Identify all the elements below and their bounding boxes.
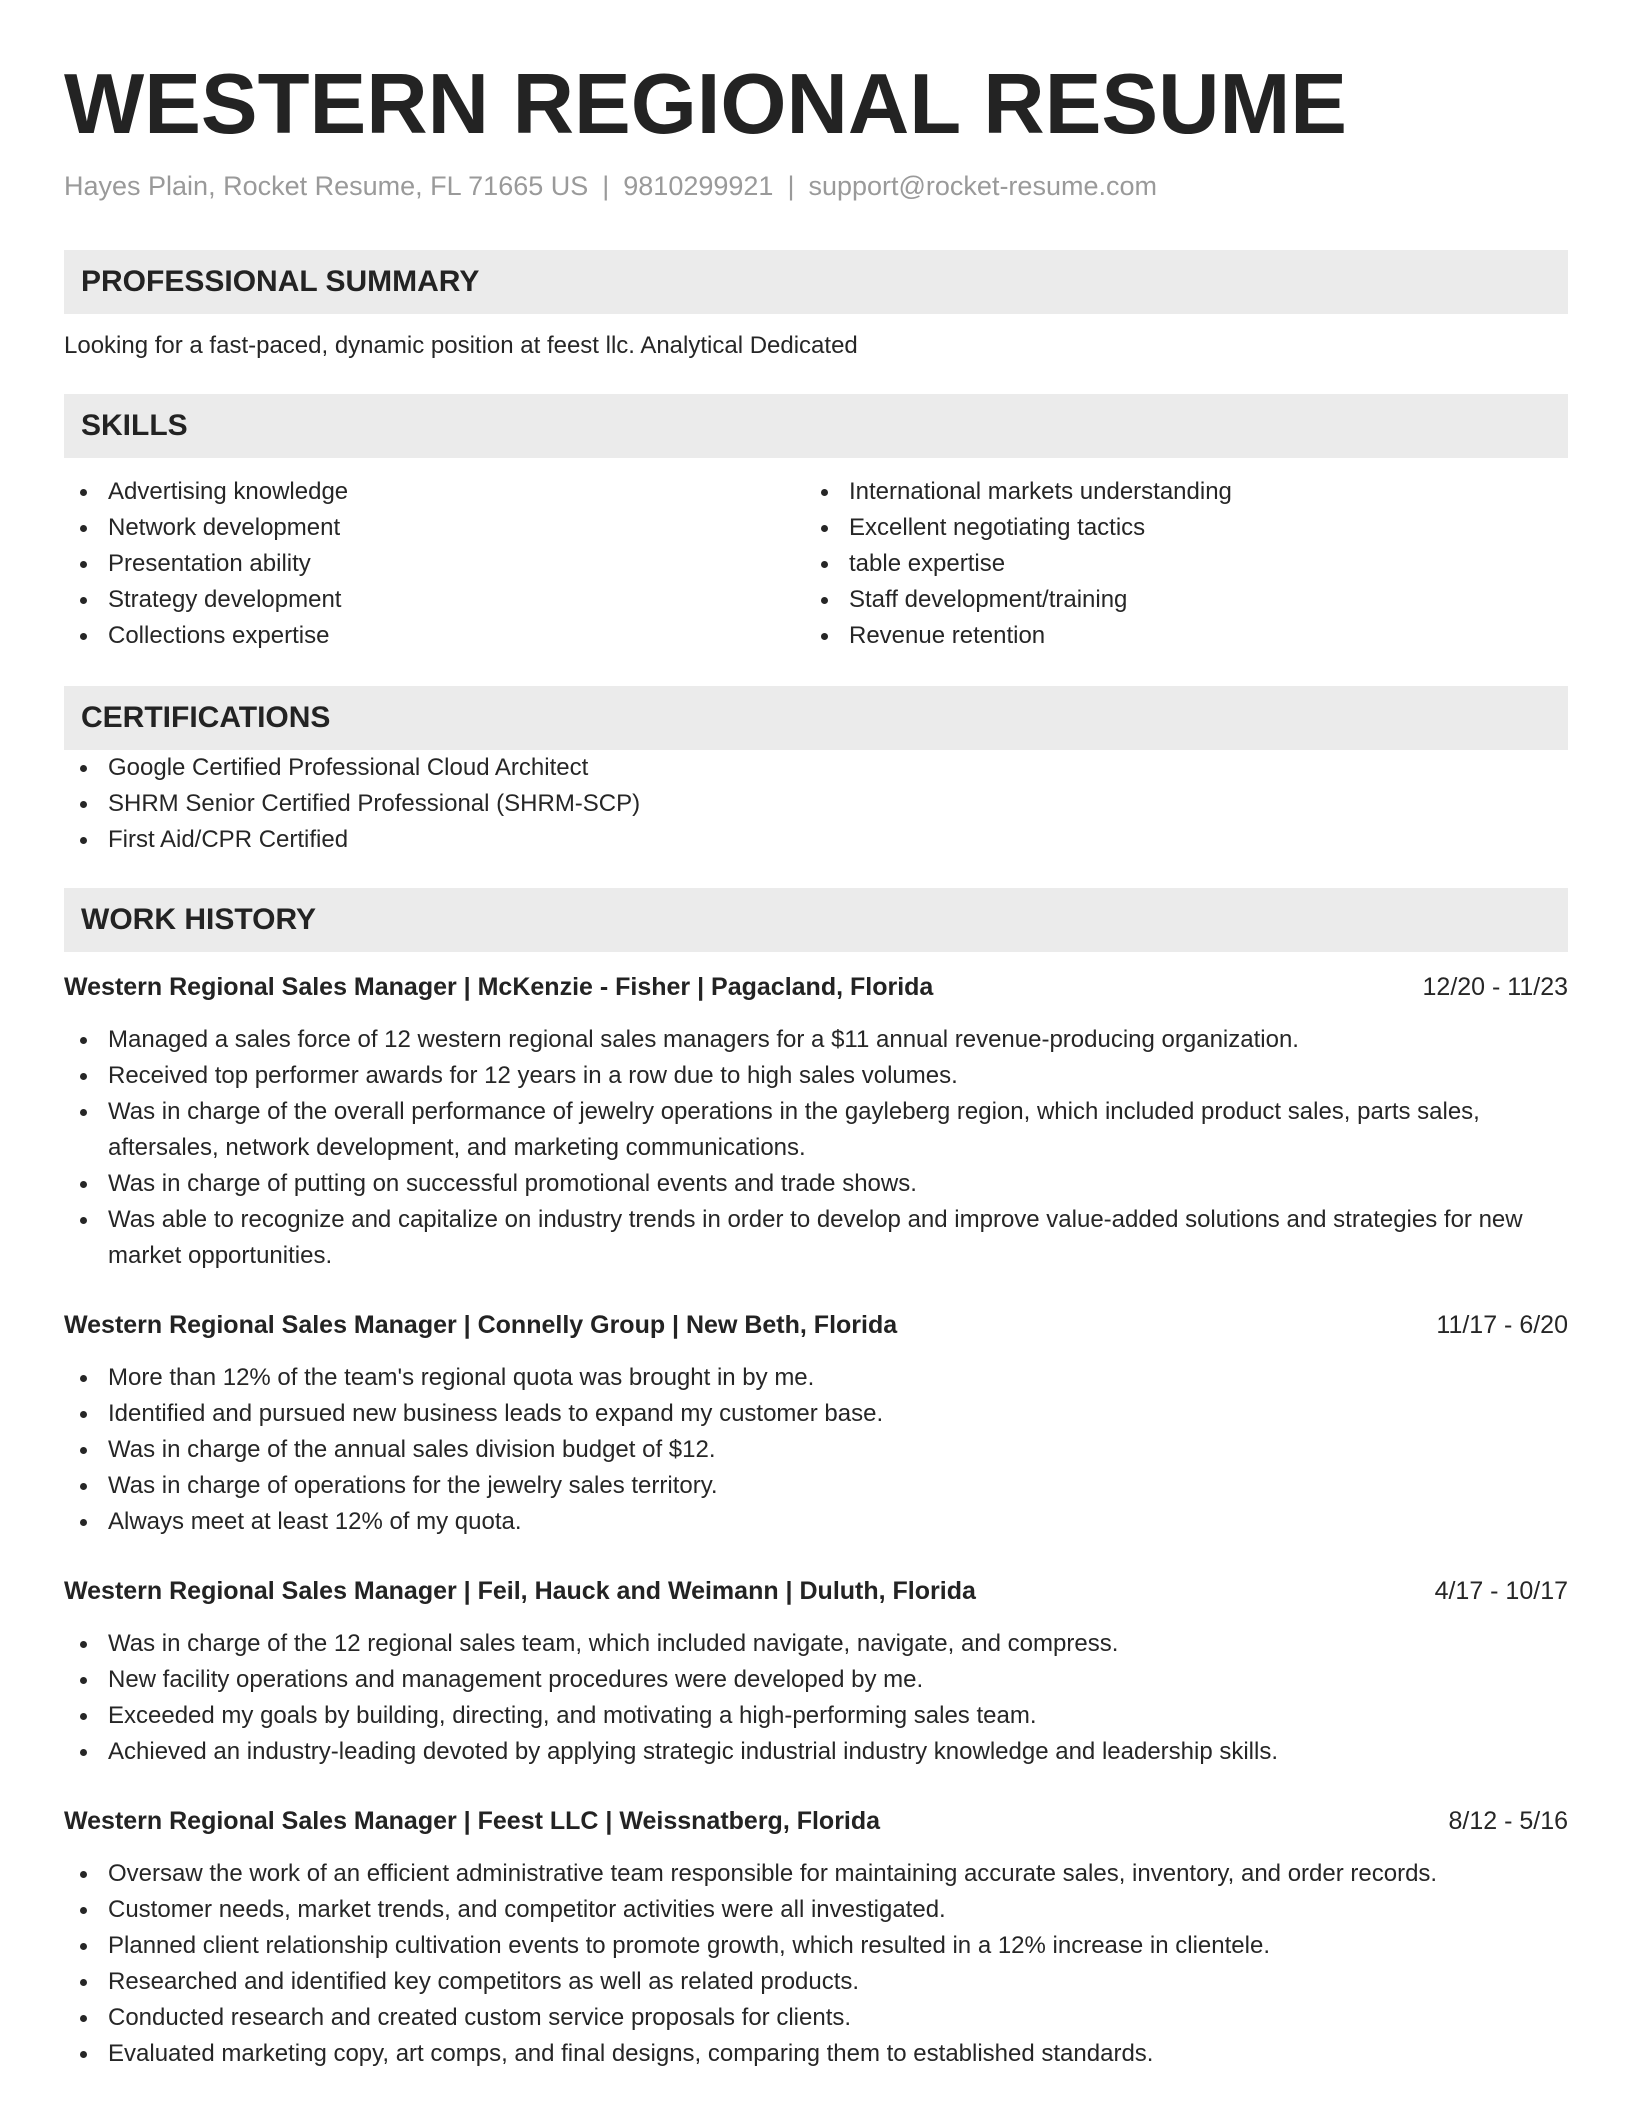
job-title: Western Regional Sales Manager | Connelly Group | New Beth, Florida xyxy=(64,1311,898,1339)
job-header xyxy=(64,1804,1568,1838)
skill-item: Strategy development xyxy=(64,582,805,618)
skill-item: Network development xyxy=(64,510,805,546)
job-entry xyxy=(64,1308,1568,1540)
section-heading-summary: PROFESSIONAL SUMMARY xyxy=(64,250,1568,314)
certification-item: Google Certified Professional Cloud Architect xyxy=(64,750,1568,786)
job-bullet: Identified and pursued new business leads to expand my customer base. xyxy=(64,1396,1568,1432)
job-bullet: Was in charge of putting on successful promotional events and trade shows. xyxy=(64,1166,1568,1202)
job-header xyxy=(64,970,1568,1004)
job-bullet: Was able to recognize and capitalize on industry trends in order to develop and improve value-added solutions and strategies for new market opportunities. xyxy=(64,1202,1568,1274)
skill-item: Advertising knowledge xyxy=(64,474,805,510)
job-entry xyxy=(64,1574,1568,1770)
job-bullet: Exceeded my goals by building, directing, and motivating a high-performing sales team. xyxy=(64,1698,1568,1734)
job-bullet: New facility operations and management procedures were developed by me. xyxy=(64,1662,1568,1698)
certification-item: SHRM Senior Certified Professional (SHRM-SCP) xyxy=(64,786,1568,822)
job-bullet: Was in charge of the overall performance of jewelry operations in the gayleberg region, which included product sales, parts sales, aftersales, network development, and marketing communications. xyxy=(64,1094,1568,1166)
job-bullet: Conducted research and created custom service proposals for clients. xyxy=(64,2000,1568,2036)
certifications-list xyxy=(64,750,1568,858)
job-bullet: Was in charge of operations for the jewelry sales territory. xyxy=(64,1468,1568,1504)
skill-item: Revenue retention xyxy=(805,618,1546,654)
resume-title: WESTERN REGIONAL RESUME xyxy=(64,57,1347,152)
job-bullets xyxy=(64,1360,1568,1540)
section-heading-certifications: CERTIFICATIONS xyxy=(64,686,1568,750)
job-entry xyxy=(64,970,1568,1274)
skill-item: Presentation ability xyxy=(64,546,805,582)
job-bullets xyxy=(64,1856,1568,2072)
job-bullet: Researched and identified key competitors as well as related products. xyxy=(64,1964,1568,2000)
job-bullet: Achieved an industry-leading devoted by applying strategic industrial industry knowledge and leadership skills. xyxy=(64,1734,1568,1770)
job-header xyxy=(64,1574,1568,1608)
job-title: Western Regional Sales Manager | Feest LLC | Weissnatberg, Florida xyxy=(64,1807,881,1835)
job-bullet: More than 12% of the team's regional quota was brought in by me. xyxy=(64,1360,1568,1396)
job-bullet: Always meet at least 12% of my quota. xyxy=(64,1504,1568,1540)
section-heading-work-history: WORK HISTORY xyxy=(64,888,1568,952)
job-bullet: Planned client relationship cultivation events to promote growth, which resulted in a 12% increase in clientele. xyxy=(64,1928,1568,1964)
job-bullet: Evaluated marketing copy, art comps, and final designs, comparing them to established standards. xyxy=(64,2036,1568,2072)
contact-email: support@rocket-resume.com xyxy=(808,171,1157,201)
job-title: Western Regional Sales Manager | McKenzie - Fisher | Pagacland, Florida xyxy=(64,973,934,1001)
skill-item: Staff development/training xyxy=(805,582,1546,618)
summary-text: Looking for a fast-paced, dynamic position at feest llc. Analytical Dedicated xyxy=(64,332,858,359)
contact-line xyxy=(64,171,1568,202)
job-entry xyxy=(64,1804,1568,2072)
job-bullets xyxy=(64,1022,1568,1274)
section-heading-skills: SKILLS xyxy=(64,394,1568,458)
skills-grid xyxy=(64,474,1568,654)
skill-item: Collections expertise xyxy=(64,618,805,654)
job-dates: 11/17 - 6/20 xyxy=(1436,1311,1568,1339)
job-dates: 12/20 - 11/23 xyxy=(1422,973,1568,1001)
contact-address: Hayes Plain, Rocket Resume, FL 71665 US xyxy=(64,171,589,201)
job-bullet: Received top performer awards for 12 years in a row due to high sales volumes. xyxy=(64,1058,1568,1094)
job-dates: 8/12 - 5/16 xyxy=(1448,1807,1568,1835)
contact-separator: | xyxy=(602,171,610,201)
job-bullet: Customer needs, market trends, and competitor activities were all investigated. xyxy=(64,1892,1568,1928)
job-title: Western Regional Sales Manager | Feil, Hauck and Weimann | Duluth, Florida xyxy=(64,1577,976,1605)
job-dates: 4/17 - 10/17 xyxy=(1434,1577,1568,1605)
job-bullet: Was in charge of the 12 regional sales team, which included navigate, navigate, and compress. xyxy=(64,1626,1568,1662)
skill-item: Excellent negotiating tactics xyxy=(805,510,1546,546)
skill-item: table expertise xyxy=(805,546,1546,582)
job-bullets xyxy=(64,1626,1568,1770)
skill-item: International markets understanding xyxy=(805,474,1546,510)
job-bullet: Oversaw the work of an efficient administrative team responsible for maintaining accurate sales, inventory, and order records. xyxy=(64,1856,1568,1892)
job-bullet: Was in charge of the annual sales division budget of $12. xyxy=(64,1432,1568,1468)
skills-column-left xyxy=(64,474,805,654)
contact-phone: 9810299921 xyxy=(623,171,774,201)
skills-column-right xyxy=(805,474,1546,654)
certification-item: First Aid/CPR Certified xyxy=(64,822,1568,858)
job-header xyxy=(64,1308,1568,1342)
job-bullet: Managed a sales force of 12 western regional sales managers for a $11 annual revenue-producing organization. xyxy=(64,1022,1568,1058)
contact-separator: | xyxy=(787,171,795,201)
